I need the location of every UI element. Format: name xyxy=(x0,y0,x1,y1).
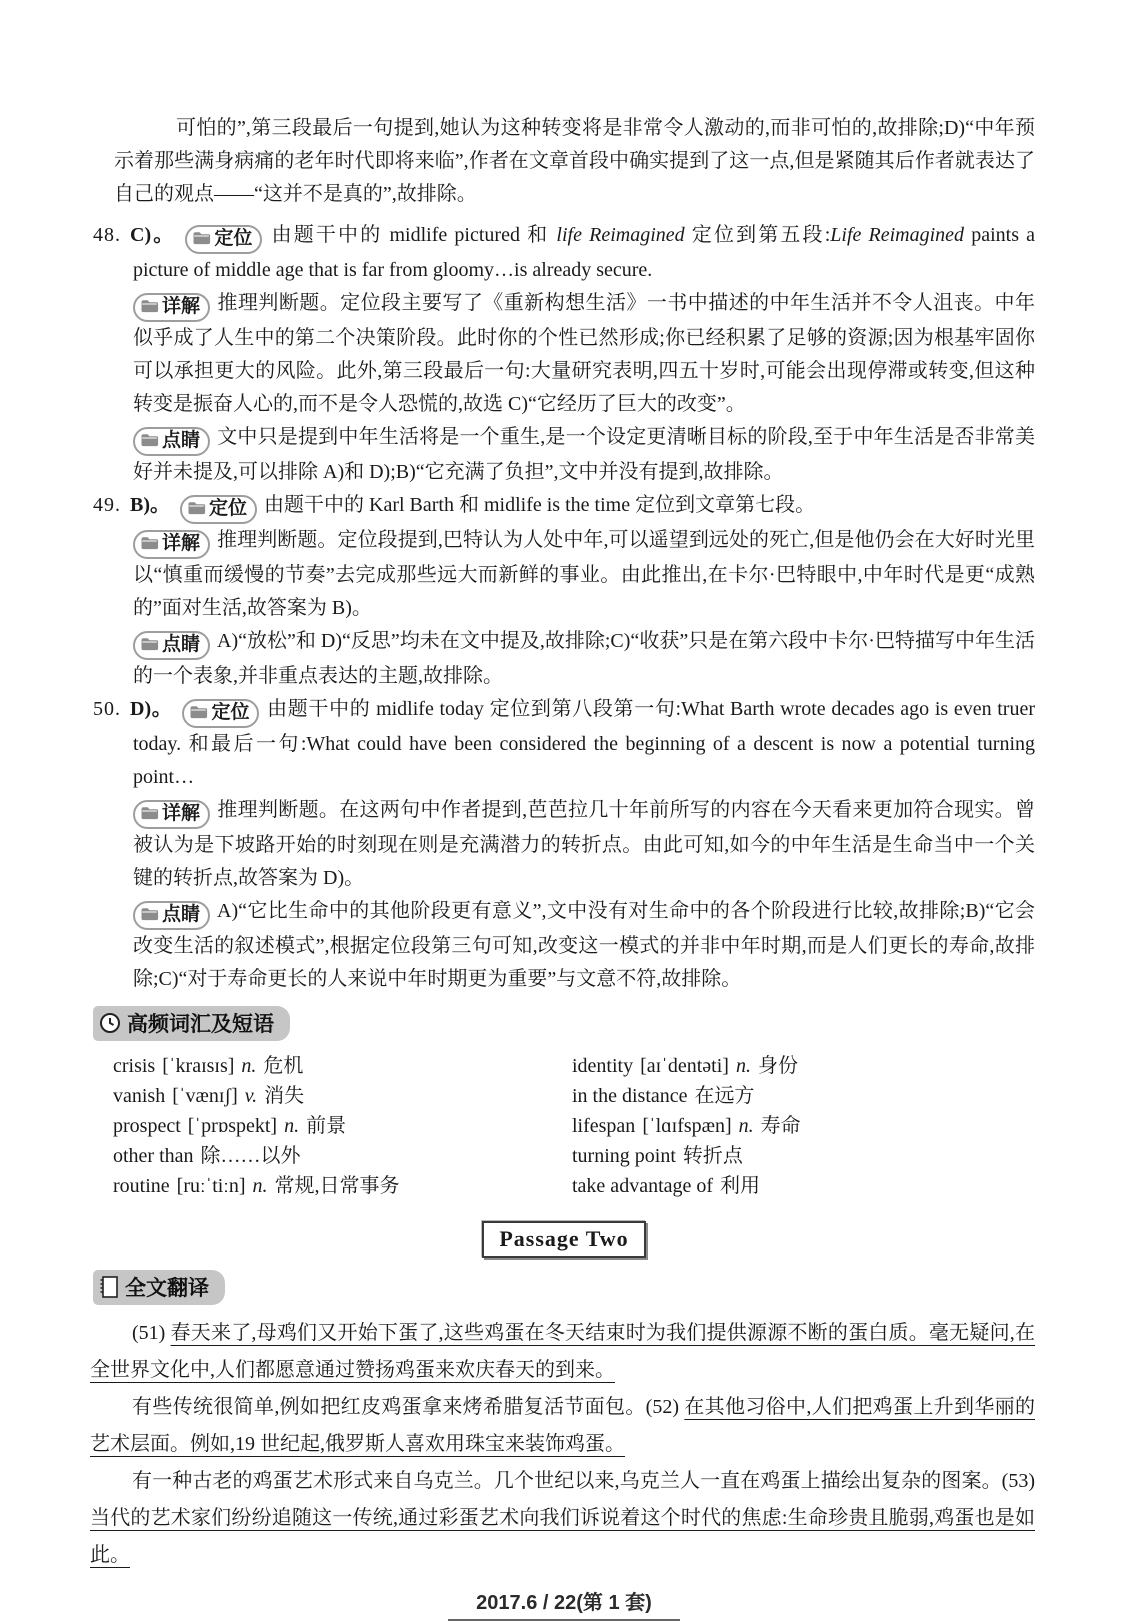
key-badge xyxy=(133,427,210,456)
detail-text: 推理判断题。定位段提到,巴特认为人处中年,可以遥望到远处的死亡,但是他仍会在大好时光里以“慎重而缓慢的节奏”去完成那些远大而新鲜的事业。由此推出,在卡尔·巴特眼中,中年时代是更“成熟的”面对生活,故答案为 B)。 xyxy=(133,529,1035,619)
question-number: 49. xyxy=(93,494,121,516)
vocab-header xyxy=(93,1006,290,1041)
vocab-word: in the distance xyxy=(572,1085,688,1107)
continuation-paragraph: 可怕的”,第三段最后一句提到,她认为这种转变将是非常令人激动的,而非可怕的,故排除;D)“中年预示着那些满身病痛的老年时代即将来临”,作者在文章首段中确实提到了这一点,但是紧随其后作者就表达了自己的观点——“这并不是真的”,故排除。 xyxy=(114,117,1035,205)
notebook-icon xyxy=(99,1275,119,1299)
key-badge-label: 点睛 xyxy=(162,430,201,451)
question-number: 50. xyxy=(93,698,121,720)
folder-icon xyxy=(189,705,208,720)
folder-icon xyxy=(140,806,159,821)
question-block xyxy=(93,693,1035,996)
vocab-word: routine xyxy=(113,1175,170,1197)
vocab-meaning: 转折点 xyxy=(682,1145,743,1167)
key-badge-label: 点睛 xyxy=(162,904,201,925)
locate-text: 由题干中的 midlife today 定位到第八段第一句:What Barth wrote decades ago is even truer today. 和最后一句:What could have been considered the beginning of a descent is now a potential turning point… xyxy=(133,698,1035,788)
vocab-column-right xyxy=(564,1051,1035,1201)
vocab-pos: n. xyxy=(241,1055,257,1077)
vocab-item xyxy=(113,1171,564,1201)
vocab-meaning: 前景 xyxy=(306,1115,347,1137)
passage-two-box: Passage Two xyxy=(482,1221,645,1258)
vocab-word: crisis xyxy=(113,1055,156,1077)
vocab-item xyxy=(113,1051,564,1081)
vocab-item xyxy=(572,1051,1035,1081)
locate-badge xyxy=(185,225,262,254)
key-badge xyxy=(133,631,210,660)
vocab-meaning: 除……以外 xyxy=(200,1145,301,1167)
vocab-word: identity xyxy=(572,1055,634,1077)
vocab-pos: v. xyxy=(244,1085,258,1107)
question-block xyxy=(93,219,1035,489)
vocab-pos: n. xyxy=(738,1115,754,1137)
question-locate-line xyxy=(93,489,1035,524)
key-badge-label: 点睛 xyxy=(162,634,201,655)
locate-badge-label: 定位 xyxy=(214,228,253,249)
folder-icon xyxy=(140,907,159,922)
locate-text: 由题干中的 midlife pictured 和 life Reimagined 定位到第五段:Life Reimagined paints a picture of middle age that is far from gloomy…is already secure. xyxy=(133,224,1036,281)
translation-paragraph: 有一种古老的鸡蛋艺术形式来自乌克兰。几个世纪以来,乌克兰人一直在鸡蛋上描绘出复杂的图案。(53) 当代的艺术家们纷纷追随这一传统,通过彩蛋艺术向我们诉说着这个时代的焦虑:生命珍贵且脆弱,鸡蛋也是如此。 xyxy=(90,1470,1035,1566)
vocab-meaning: 寿命 xyxy=(760,1115,801,1137)
vocab-phonetic: [ˈkraɪsɪs] xyxy=(162,1055,235,1077)
vocab-word: take advantage of xyxy=(572,1175,714,1197)
locate-badge-label: 定位 xyxy=(209,498,248,519)
translation-paragraphs xyxy=(90,1315,1036,1574)
page-footer xyxy=(93,1586,1035,1621)
key-text: 文中只是提到中年生活将是一个重生,是一个设定更清晰目标的阶段,至于中年生活是否非常美好并未提及,可以排除 A)和 D);B)“它充满了负担”,文中并没有提到,故排除。 xyxy=(133,426,1035,483)
question-locate-line xyxy=(93,219,1036,287)
key-text: A)“放松”和 D)“反思”均未在文中提及,故排除;C)“收获”只是在第六段中卡尔·巴特描写中年生活的一个表象,并非重点表达的主题,故排除。 xyxy=(133,630,1035,687)
locate-badge-label: 定位 xyxy=(211,702,250,723)
vocab-phonetic: [aɪˈdentəti] xyxy=(640,1055,729,1077)
vocab-phonetic: [ˈlɑɪfspæn] xyxy=(642,1115,732,1137)
question-answer: C)。 xyxy=(130,224,176,246)
vocab-item xyxy=(113,1111,564,1141)
question-key-line xyxy=(133,421,1035,489)
vocab-pos: n. xyxy=(735,1055,751,1077)
questions-list xyxy=(93,219,1035,996)
vocab-phonetic: [ˈprɒspekt] xyxy=(187,1115,278,1137)
vocab-meaning: 消失 xyxy=(264,1085,305,1107)
folder-icon xyxy=(140,637,159,652)
passage-box-wrap xyxy=(93,1221,1035,1258)
vocab-meaning: 常规,日常事务 xyxy=(274,1175,400,1197)
question-answer: B)。 xyxy=(130,494,170,516)
question-key-line xyxy=(133,895,1035,996)
vocab-word: other than xyxy=(113,1145,194,1167)
vocab-item xyxy=(572,1171,1035,1201)
vocab-word: vanish xyxy=(113,1085,166,1107)
vocab-header-row xyxy=(93,1006,1035,1041)
vocab-pos: n. xyxy=(252,1175,268,1197)
vocab-word: lifespan xyxy=(572,1115,636,1137)
locate-badge xyxy=(180,495,257,524)
detail-badge-label: 详解 xyxy=(162,296,201,317)
detail-badge-label: 详解 xyxy=(162,533,201,554)
detail-text: 推理判断题。在这两句中作者提到,芭芭拉几十年前所写的内容在今天看来更加符合现实。曾被认为是下坡路开始的时刻现在则是充满潜力的转折点。由此可知,如今的中年生活是生命当中一个关键的转折点,故答案为 D)。 xyxy=(133,799,1035,889)
vocab-column-left xyxy=(93,1051,564,1201)
translation-header-label: 全文翻译 xyxy=(125,1277,209,1300)
detail-badge-label: 详解 xyxy=(162,803,201,824)
vocab-item xyxy=(113,1141,564,1171)
detail-badge xyxy=(133,530,210,559)
question-detail-line xyxy=(133,524,1035,625)
folder-icon xyxy=(192,231,211,246)
question-answer: D)。 xyxy=(130,698,173,720)
folder-icon xyxy=(187,501,206,516)
detail-badge xyxy=(133,293,210,322)
translation-paragraph: 有些传统很简单,例如把红皮鸡蛋拿来烤希腊复活节面包。(52) 在其他习俗中,人们把鸡蛋上升到华丽的艺术层面。例如,19 世纪起,俄罗斯人喜欢用珠宝来装饰鸡蛋。 xyxy=(90,1396,1035,1455)
vocab-header-label: 高频词汇及短语 xyxy=(127,1013,274,1036)
vocab-phonetic: [ruːˈtiːn] xyxy=(176,1175,246,1197)
locate-badge xyxy=(182,699,259,728)
question-detail-line xyxy=(133,287,1035,421)
question-locate-line xyxy=(93,693,1035,794)
question-block xyxy=(93,489,1035,693)
clock-icon xyxy=(99,1012,121,1034)
vocab-item xyxy=(572,1111,1035,1141)
vocab-pos: n. xyxy=(284,1115,300,1137)
vocab-meaning: 危机 xyxy=(263,1055,304,1077)
translation-paragraph: (51) 春天来了,母鸡们又开始下蛋了,这些鸡蛋在冬天结束时为我们提供源源不断的蛋白质。毫无疑问,在全世界文化中,人们都愿意通过赞扬鸡蛋来欢庆春天的到来。 xyxy=(90,1322,1036,1381)
folder-icon xyxy=(140,536,159,551)
translation-header-row xyxy=(93,1270,1035,1305)
vocab-item xyxy=(572,1081,1035,1111)
folder-icon xyxy=(140,433,159,448)
folder-icon xyxy=(140,299,159,314)
locate-text: 由题干中的 Karl Barth 和 midlife is the time 定位到文章第七段。 xyxy=(264,494,816,516)
vocab-word: prospect xyxy=(113,1115,181,1137)
vocab-phonetic: [ˈvænɪʃ] xyxy=(172,1085,238,1107)
question-detail-line xyxy=(133,794,1035,895)
detail-text: 推理判断题。定位段主要写了《重新构想生活》一书中描述的中年生活并不令人沮丧。中年似乎成了人生中的第二个决策阶段。此时你的个性已然形成;你已经积累了足够的资源;因为根基牢固你可以承担更大的风险。此外,第三段最后一句:大量研究表明,四五十岁时,可能会出现停滞或转变,但这种转变是振奋人心的,而不是令人恐慌的,故选 C)“它经历了巨大的改变”。 xyxy=(133,292,1035,415)
key-text: A)“它比生命中的其他阶段更有意义”,文中没有对生命中的各个阶段进行比较,故排除;B)“它会改变生活的叙述模式”,根据定位段第三句可知,改变这一模式的并非中年时期,而是人们更长的寿命,故排除;C)“对于寿命更长的人来说中年时期更为重要”与文意不符,故排除。 xyxy=(133,900,1035,990)
vocab-meaning: 身份 xyxy=(757,1055,798,1077)
question-key-line xyxy=(133,625,1035,693)
vocab-columns xyxy=(93,1051,1035,1201)
vocab-item xyxy=(572,1141,1035,1171)
detail-badge xyxy=(133,800,210,829)
vocab-meaning: 利用 xyxy=(720,1175,761,1197)
question-number: 48. xyxy=(93,224,121,246)
vocab-word: turning point xyxy=(572,1145,676,1167)
vocab-meaning: 在远方 xyxy=(694,1085,755,1107)
vocab-item xyxy=(113,1081,564,1111)
footer-text: 2017.6 / 22(第 1 套) xyxy=(448,1586,680,1621)
translation-header xyxy=(93,1270,225,1305)
key-badge xyxy=(133,901,210,930)
